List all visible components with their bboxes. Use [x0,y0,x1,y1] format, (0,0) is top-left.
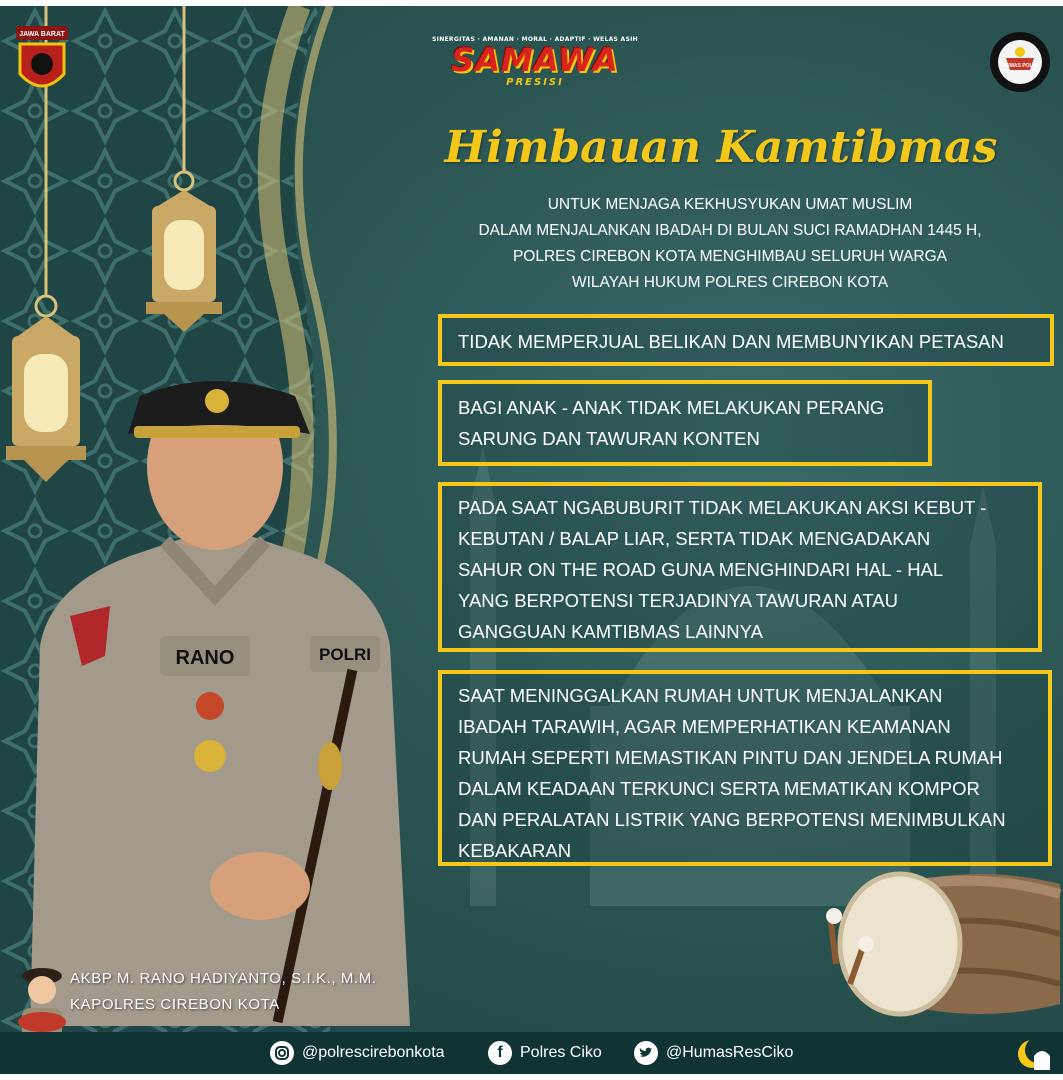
polda-jabar-badge-icon [12,20,72,100]
twitter-icon [634,1041,658,1065]
facebook-link[interactable] [488,1041,602,1065]
notice-line: PADA SAAT NGABUBURIT TIDAK MELAKUKAN AKSI KEBUT - [458,497,987,518]
notice-line: SAAT MENINGGALKAN RUMAH UNTUK MENJALANKAN [458,685,943,706]
svg-text:POLRI: POLRI [319,645,371,664]
notice-line: BAGI ANAK - ANAK TIDAK MELAKUKAN PERANG [458,397,885,418]
notice-box-ngabuburit [438,482,1042,652]
page-title: Himbauan Kamtibmas [444,122,998,173]
twitter-link[interactable] [634,1041,793,1065]
notice-box-fireworks [438,314,1054,366]
svg-text:RANO: RANO [175,647,235,669]
bedug-drum-icon [820,864,1063,1034]
intro-line: WILAYAH HUKUM POLRES CIREBON KOTA [571,274,889,291]
intro-line: POLRES CIREBON KOTA MENGHIMBAU SELURUH WARGA [512,248,948,265]
poster [0,6,1063,1074]
intro-line: DALAM MENJALANKAN IBADAH DI BULAN SUCI RAMADHAN 1445 H, [478,222,982,239]
officer-portrait [10,346,420,1026]
brand-tagline: SINERGITAS · AMANAN · MORAL · ADAPTIF · WELAS ASIH [432,36,638,43]
twitter-handle: @HumasResCiko [666,1044,794,1061]
notice-line: DALAM KEADAAN TERKUNCI SERTA MEMATIKAN KOMPOR [458,778,980,799]
social-footer [0,1032,1063,1074]
notice-line: TIDAK MEMPERJUAL BELIKAN DAN MEMBUNYIKAN PETASAN [458,331,1004,352]
notice-box-children [438,380,932,466]
notice-line: RUMAH SEPERTI MEMASTIKAN PINTU DAN JENDELA RUMAH [458,747,1003,768]
svg-text:HUMAS POLRI: HUMAS POLRI [1002,63,1038,69]
humas-polri-logo-icon [988,30,1052,94]
notice-line: GANGGUAN KAMTIBMAS LAINNYA [458,621,763,642]
svg-text:JAWA BARAT: JAWA BARAT [19,31,65,38]
officer-name: AKBP M. RANO HADIYANTO, S.I.K., M.M. [70,970,377,987]
brand-subtitle: PRESISI [506,77,564,88]
facebook-handle: Polres Ciko [520,1044,602,1061]
brand-name: SAMAWA [451,41,619,79]
notice-line: KEBAKARAN [458,840,572,861]
intro-text [440,192,1020,296]
notice-line: IBADAH TARAWIH, AGAR MEMPERHATIKAN KEAMANAN [458,716,951,737]
notice-line: SARUNG DAN TAWURAN KONTEN [458,428,760,449]
notice-box-tarawih [438,670,1052,866]
notice-line: YANG BERPOTENSI TERJADINYA TAWURAN ATAU [458,590,898,611]
facebook-icon: f [488,1041,512,1065]
notice-line: DAN PERALATAN LISTRIK YANG BERPOTENSI MENIMBULKAN [458,809,1006,830]
instagram-handle: @polrescirebonkota [302,1044,445,1061]
notice-line: KEBUTAN / BALAP LIAR, SERTA TIDAK MENGADAKAN [458,528,931,549]
crescent-mosque-icon [1014,1034,1054,1072]
instagram-icon [270,1041,294,1065]
samawa-brand-logo [430,36,640,106]
intro-line: UNTUK MENJAGA KEKHUSYUKAN UMAT MUSLIM [547,196,913,213]
lantern-icon [140,6,230,336]
officer-position: KAPOLRES CIREBON KOTA [70,996,280,1013]
notice-line: SAHUR ON THE ROAD GUNA MENGHINDARI HAL - HAL [458,559,944,580]
instagram-link[interactable] [270,1041,445,1065]
officer-caption [70,966,377,1018]
